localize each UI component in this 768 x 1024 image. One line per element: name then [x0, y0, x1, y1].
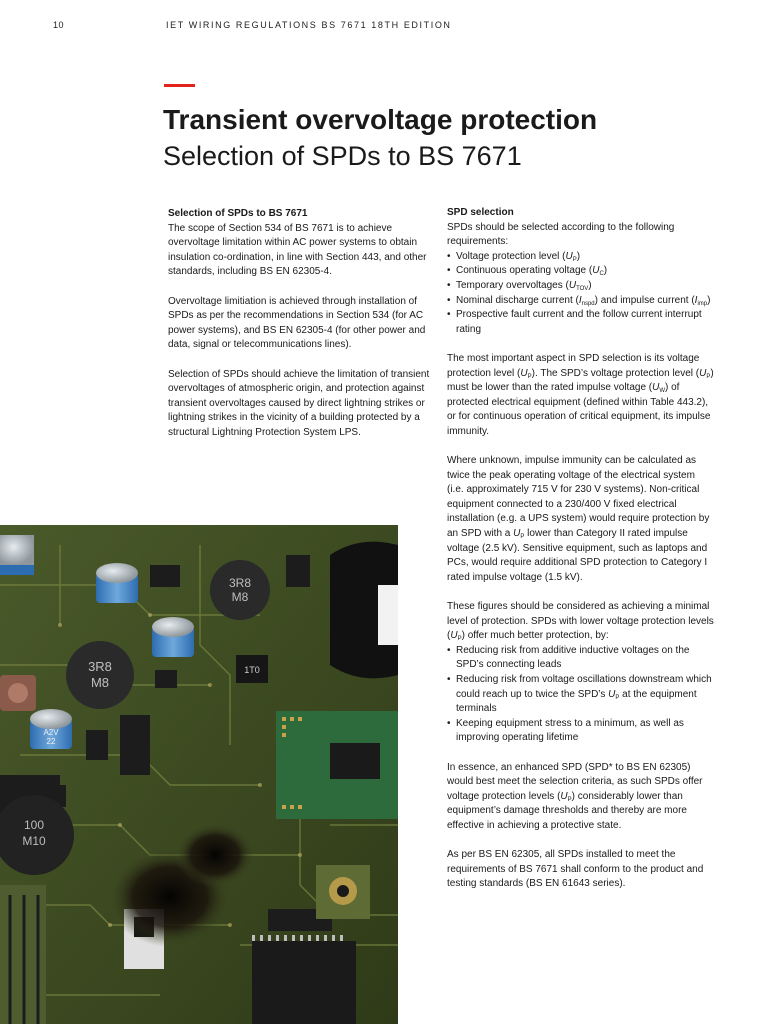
paragraph: As per BS EN 62305, all SPDs installed to meet the requirements of BS 7671 shall conform to the product and testing standards (BS EN 61643 series).	[447, 849, 704, 890]
paragraph: These figures should be considered as achieving a minimal level of protection. SPDs with lower voltage protection levels $(U_P)$ offer much better protection, by:	[447, 601, 714, 643]
list-item: • Temporary overvoltages $(U_{TOV})$	[447, 279, 714, 294]
page-subtitle: Selection of SPDs to BS 7671	[163, 141, 522, 171]
paragraph: In essence, an enhanced SPD (SPD* to BS EN 62305) would best meet the selection criteria, as such SPDs offer voltage protection levels $(U_P)$ considerably lower than equipment’s damage thresholds and thereby are more effective in achieving a protective state.	[447, 761, 703, 831]
list-item: • Keeping equipment stress to a minimum, as well as improving operating lifetime	[447, 717, 714, 746]
left-column	[168, 207, 433, 455]
chip-label: 1T0	[244, 665, 260, 675]
circuit-board-photo	[0, 525, 398, 1024]
page-title: Transient overvoltage protection	[163, 104, 598, 135]
list-item: • Continuous operating voltage $(U_C)$	[447, 264, 714, 279]
section-heading: Selection of SPDs to BS 7671	[168, 208, 308, 219]
list-item: • Reducing risk from additive inductive voltages on the SPD’s connecting leads	[447, 644, 714, 673]
paragraph: The scope of Section 534 of BS 7671 is to achieve overvoltage limitation within AC power systems to obtain insulation co-ordination, in line with Section 443, and other standards, including BS EN 62305-4.	[168, 222, 427, 278]
chip-label: 3R8	[88, 659, 112, 674]
paragraph: Overvoltage limitiation is achieved through installation of SPDs as per the recommendations in Section 534 (for AC power systems), and BS EN 62305-4 (for other power and data, signal or telecommunications lines).	[168, 295, 426, 351]
benefits-list	[447, 644, 714, 746]
accent-bar	[164, 84, 195, 87]
running-title: IET WIRING REGULATIONS BS 7671 18TH EDITION	[166, 20, 452, 30]
paragraph: SPDs should be selected according to the following requirements:	[447, 221, 675, 248]
paragraph: The most important aspect in SPD selection is its voltage protection level $(U_P)$. The SPD’s voltage protection level $(U_P)$ must be lower than the rated impulse voltage $(U_W)$ of protected electrical equipment (defined within Table 443.2), or for continuous operation of critical equipment, its impulse immunity.	[447, 352, 714, 437]
requirements-list	[447, 250, 714, 338]
chip-label: 22	[46, 737, 56, 746]
chip-label: 3R8	[228, 576, 252, 590]
list-item: • Prospective fault current and the follow current interrupt rating	[447, 308, 714, 337]
section-heading: SPD selection	[447, 207, 514, 218]
page-number: 10	[53, 20, 65, 30]
chip-label: M8	[90, 675, 110, 690]
paragraph: Where unknown, impulse immunity can be calculated as twice the peak operating voltage of the electrical system (i.e. approximately 715 V for 230 V systems). Non-critical equipment connected to a 230/400 V fixed electrical installation (e.g. a UPS system) would require protection by an SPD with a $U_P$ lower than Category II rated impulse voltage (2.5 kV). Sensitive equipment, such as laptops and PCs, would require additional SPD protection to Category I rated impulse voltage (1.5 kV).	[447, 455, 710, 583]
list-item: • Voltage protection level $(U_P)$	[447, 250, 714, 265]
chip-label: M10	[22, 834, 46, 848]
list-item: • Reducing risk from voltage oscillations downstream which could reach up to twice the SPD’s $U_P$ at the equipment terminals	[447, 673, 714, 717]
chip-label: M8	[231, 590, 249, 604]
chip-label: A2V	[43, 728, 59, 737]
paragraph: Selection of SPDs should achieve the limitation of transient overvoltages of atmospheric origin, and protection against transient overvoltages caused by direct lightning strikes or lightning strikes in the vicinity of a building protected by a structural Lightning Protection System LPS.	[168, 368, 430, 438]
list-item: • Nominal discharge current $(I_{nspd})$ and impulse current $(I_{imp})$	[447, 294, 714, 309]
chip-label: 100	[23, 818, 45, 832]
right-column	[447, 206, 714, 907]
